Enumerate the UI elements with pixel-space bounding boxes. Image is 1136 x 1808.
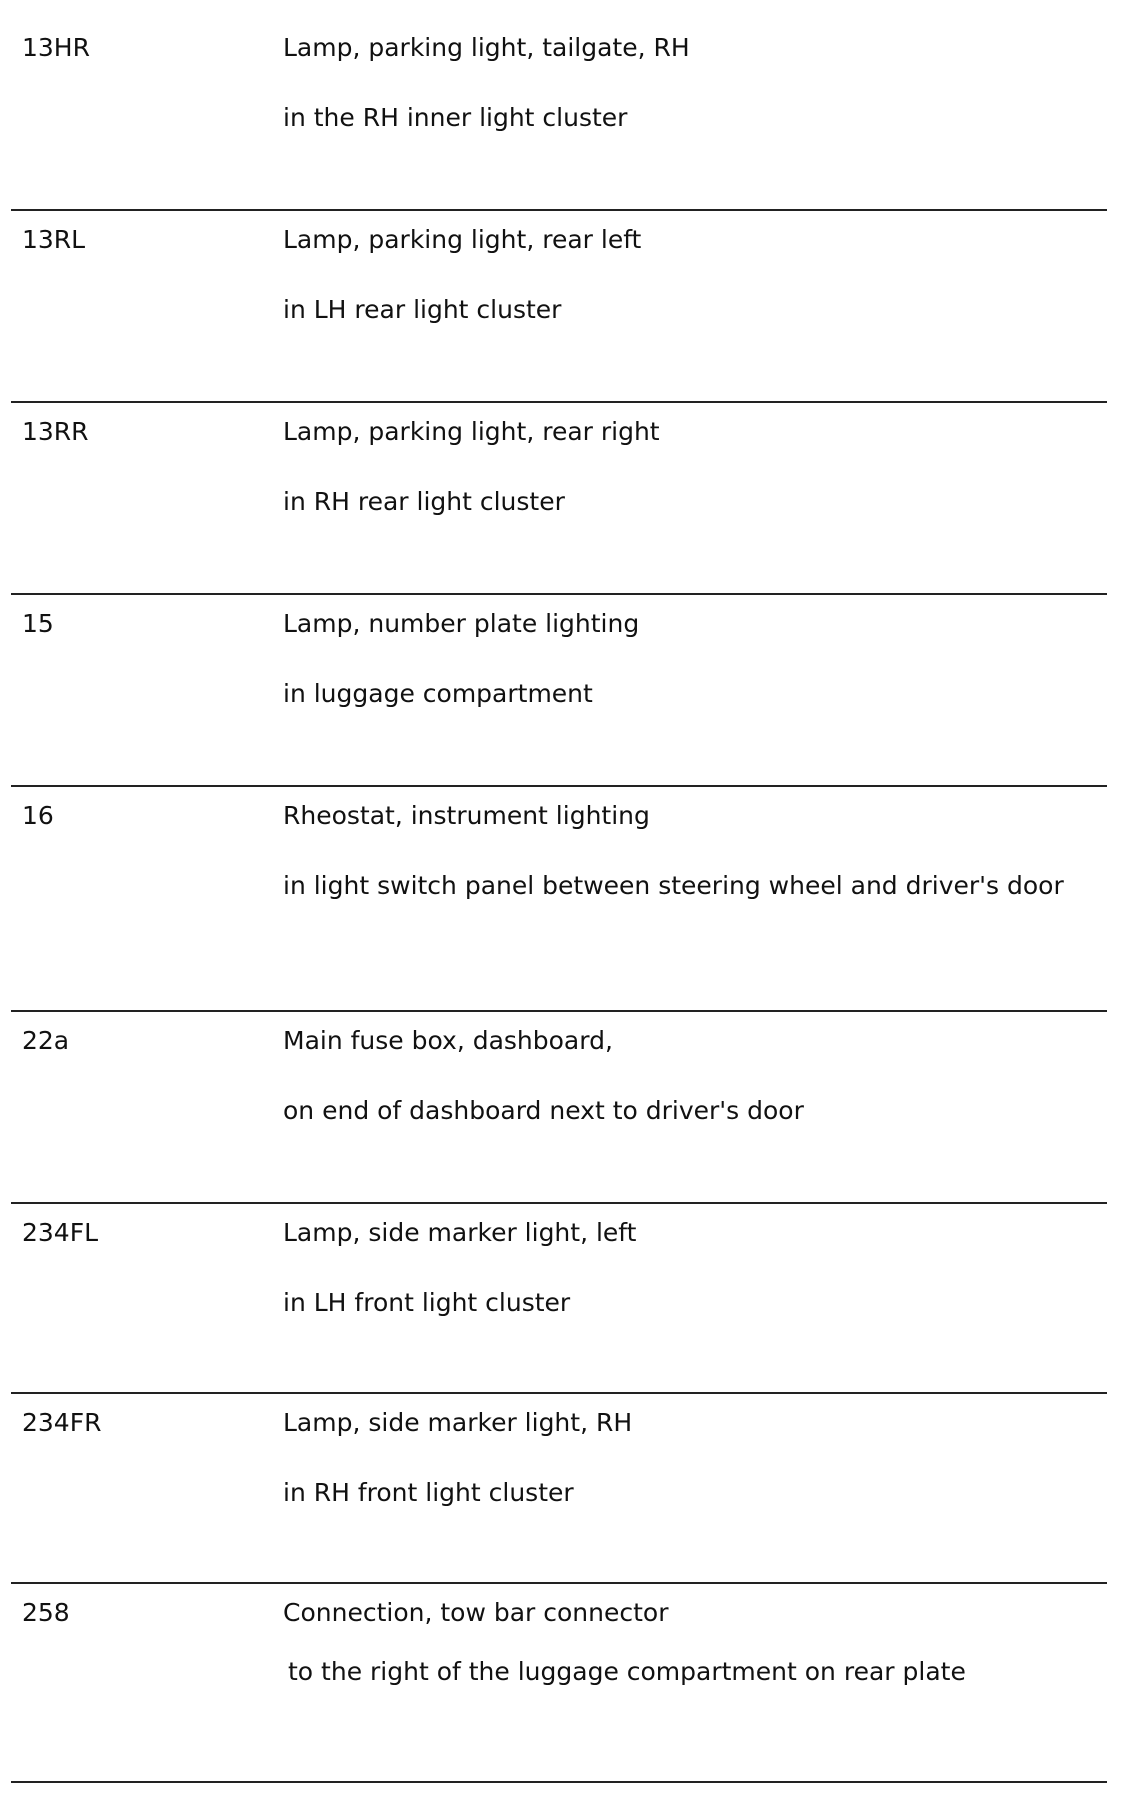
row-divider <box>11 401 1107 403</box>
component-code: 22a <box>22 1026 70 1055</box>
component-code: 258 <box>22 1598 70 1627</box>
component-title: Lamp, parking light, tailgate, RH <box>283 33 690 62</box>
component-location: in RH rear light cluster <box>283 487 565 516</box>
row-divider <box>11 1392 1107 1394</box>
component-location: in LH rear light cluster <box>283 295 562 324</box>
component-title: Lamp, side marker light, RH <box>283 1408 633 1437</box>
component-location: in RH front light cluster <box>283 1478 574 1507</box>
component-location: in LH front light cluster <box>283 1288 571 1317</box>
component-title: Lamp, number plate lighting <box>283 609 640 638</box>
component-location: to the right of the luggage compartment on rear plate <box>288 1657 966 1686</box>
component-location: in the RH inner light cluster <box>283 103 628 132</box>
component-code: 13HR <box>22 33 90 62</box>
component-code: 13RL <box>22 225 86 254</box>
row-divider <box>11 209 1107 211</box>
row-divider <box>11 1781 1107 1783</box>
component-location: in light switch panel between steering wheel and driver's door <box>283 871 1064 900</box>
component-title: Lamp, parking light, rear left <box>283 225 642 254</box>
component-title: Main fuse box, dashboard, <box>283 1026 613 1055</box>
component-code: 16 <box>22 801 54 830</box>
component-location: on end of dashboard next to driver's door <box>283 1096 804 1125</box>
row-divider <box>11 785 1107 787</box>
component-title: Connection, tow bar connector <box>283 1598 669 1627</box>
component-title: Lamp, parking light, rear right <box>283 417 660 446</box>
component-title: Lamp, side marker light, left <box>283 1218 637 1247</box>
component-location: in luggage compartment <box>283 679 593 708</box>
component-code: 234FR <box>22 1408 102 1437</box>
row-divider <box>11 593 1107 595</box>
component-code: 234FL <box>22 1218 99 1247</box>
row-divider <box>11 1582 1107 1584</box>
component-code: 15 <box>22 609 54 638</box>
row-divider <box>11 1010 1107 1012</box>
component-title: Rheostat, instrument lighting <box>283 801 650 830</box>
row-divider <box>11 1202 1107 1204</box>
component-code: 13RR <box>22 417 89 446</box>
